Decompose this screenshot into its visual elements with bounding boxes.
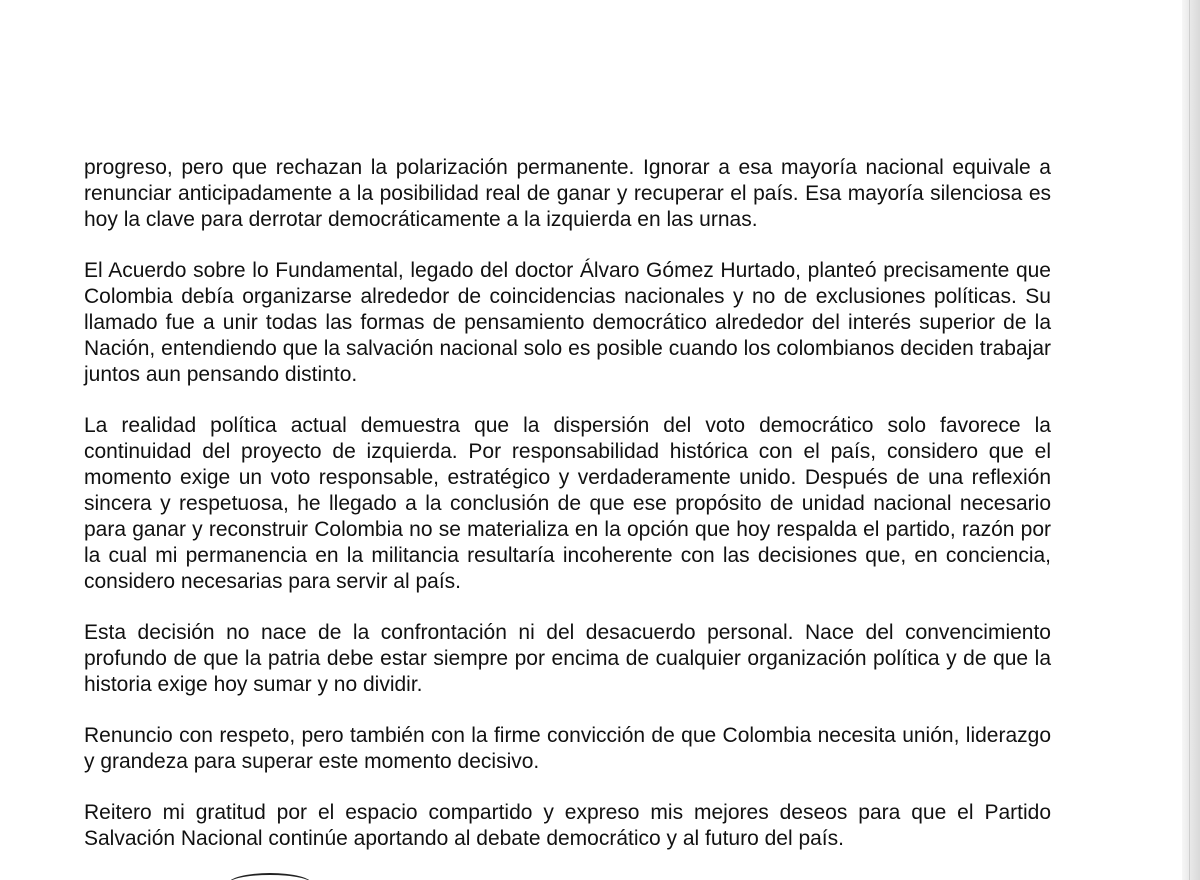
paragraph-4: Esta decisión no nace de la confrontación ni del desacuerdo personal. Nace del convencimiento profundo de que la patria debe estar siempre por encima de cualquier organización política y de que la historia exige hoy sumar y no dividir.: [84, 621, 1051, 696]
paragraph-6: Reitero mi gratitud por el espacio compartido y expreso mis mejores deseos para que el Partido Salvación Nacional continúe aportando al debate democrático y al futuro del país.: [84, 801, 1051, 850]
paragraph-1: progreso, pero que rechazan la polarización permanente. Ignorar a esa mayoría nacional equivale a renunciar anticipadamente a la posibilidad real de ganar y recuperar el país. Esa mayoría silenciosa es hoy la clave para derrotar democráticamente a la izquierda en las urnas.: [84, 156, 1051, 231]
page-edge-line: [1189, 0, 1190, 880]
paragraph-5: Renuncio con respeto, pero también con la firme convicción de que Colombia necesita unión, liderazgo y grandeza para superar este momento decisivo.: [84, 724, 1051, 773]
paragraph-3: La realidad política actual demuestra que la dispersión del voto democrático solo favorece la continuidad del proyecto de izquierda. Por responsabilidad histórica con el país, considero que el momento exige un voto responsable, estratégico y verdaderamente unido. Después de una reflexión sincera y respetuosa, he llegado a la conclusión de que ese propósito de unidad nacional necesario para ganar y reconstruir Colombia no se materializa en la opción que hoy respalda el partido, razón por la cual mi permanencia en la militancia resultaría incoherente con las decisiones que, en conciencia, considero necesarias para servir al país.: [84, 414, 1051, 593]
signature-mark: [228, 873, 312, 880]
paragraph-2: El Acuerdo sobre lo Fundamental, legado del doctor Álvaro Gómez Hurtado, planteó precisamente que Colombia debía organizarse alrededor de coincidencias nacionales y no de exclusiones políticas. Su llamado fue a unir todas las formas de pensamiento democrático alrededor del interés superior de la Nación, entendiendo que la salvación nacional solo es posible cuando los colombianos deciden trabajar juntos aun pensando distinto.: [84, 259, 1051, 386]
letter-body: [84, 155, 1051, 852]
page-edge-shadow: [1182, 0, 1200, 880]
